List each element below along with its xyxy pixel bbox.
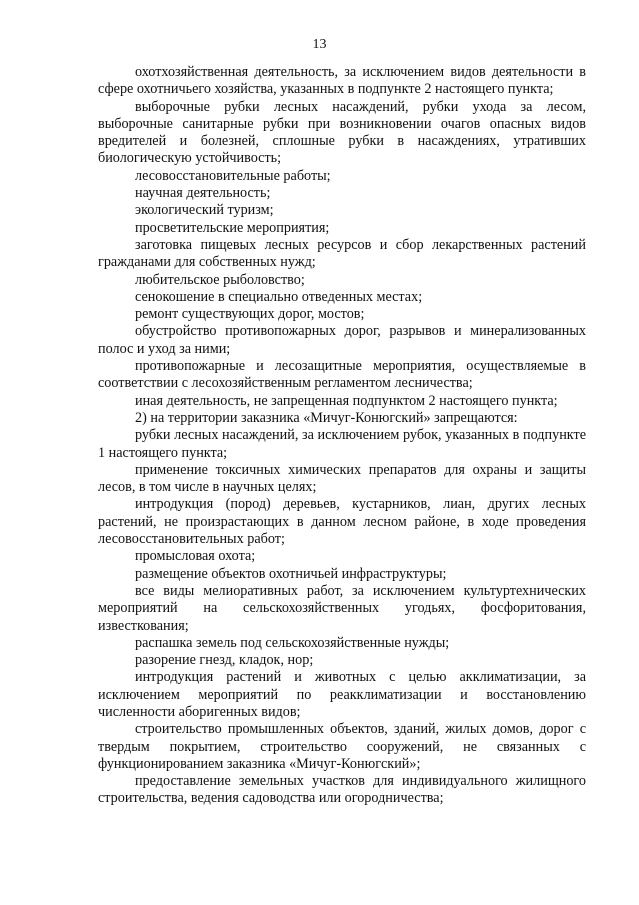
paragraph: размещение объектов охотничьей инфраструктуры; [135, 565, 447, 582]
paragraph: предоставление земельных участков для индивидуального жилищного строительства, ведения садоводства или огородничества; [98, 773, 586, 807]
paragraph: экологический туризм; [135, 202, 274, 219]
paragraph: промысловая охота; [135, 548, 256, 565]
paragraph: 2) на территории заказника «Мичуг-Конюгский» запрещаются: [135, 409, 518, 426]
paragraph: сенокошение в специально отведенных местах; [135, 288, 423, 305]
paragraph: применение токсичных химических препаратов для охраны и защиты лесов, в том числе в научных целях; [98, 461, 586, 496]
paragraph: интродукция растений и животных с целью акклиматизации, за исключением мероприятий по реакклиматизации и восстановлению численности аборигенных видов; [98, 669, 586, 720]
paragraph: распашка земель под сельскохозяйственные нужды; [135, 634, 450, 651]
paragraph: выборочные рубки лесных насаждений, рубки ухода за лесом, выборочные санитарные рубки при возникновении очагов опасных видов вредителей и болезней, сплошные рубки в насаждениях, утративших биологическую устойчивость; [98, 98, 586, 167]
paragraph: научная деятельность; [135, 185, 271, 202]
paragraph: иная деятельность, не запрещенная подпунктом 2 настоящего пункта; [135, 392, 558, 409]
paragraph: заготовка пищевых лесных ресурсов и сбор лекарственных растений гражданами для собственных нужд; [98, 236, 586, 271]
document-body [98, 64, 586, 808]
paragraph: разорение гнезд, кладок, нор; [135, 652, 314, 669]
paragraph: обустройство противопожарных дорог, разрывов и минерализованных полос и уход за ними; [98, 323, 586, 357]
paragraph: просветительские мероприятия; [135, 219, 330, 236]
page-number: 13 [312, 37, 327, 52]
paragraph: все виды мелиоративных работ, за исключением культуртехнических мероприятий на сельскохозяйственных угодьях, фосфоритования, известкования; [98, 582, 586, 634]
paragraph: любительское рыболовство; [135, 271, 305, 288]
paragraph: противопожарные и лесозащитные мероприятия, осуществляемые в соответствии с лесохозяйственным регламентом лесничества; [98, 358, 586, 392]
paragraph: рубки лесных насаждений, за исключением рубок, указанных в подпункте 1 настоящего пункта; [98, 427, 586, 461]
paragraph: строительство промышленных объектов, зданий, жилых домов, дорог с твердым покрытием, строительство сооружений, не связанных с функционированием заказника «Мичуг-Конюгский»; [98, 721, 586, 772]
paragraph: интродукция (пород) деревьев, кустарников, лиан, других лесных растений, не произрастающих в данном лесном районе, в ходе проведения лесовосстановительных работ; [98, 496, 586, 548]
paragraph: ремонт существующих дорог, мостов; [135, 306, 365, 323]
paragraph: охотхозяйственная деятельность, за исключением видов деятельности в сфере охотничьего хозяйства, указанных в подпункте 2 настоящего пункта; [98, 64, 586, 98]
paragraph: лесовосстановительные работы; [135, 167, 331, 184]
